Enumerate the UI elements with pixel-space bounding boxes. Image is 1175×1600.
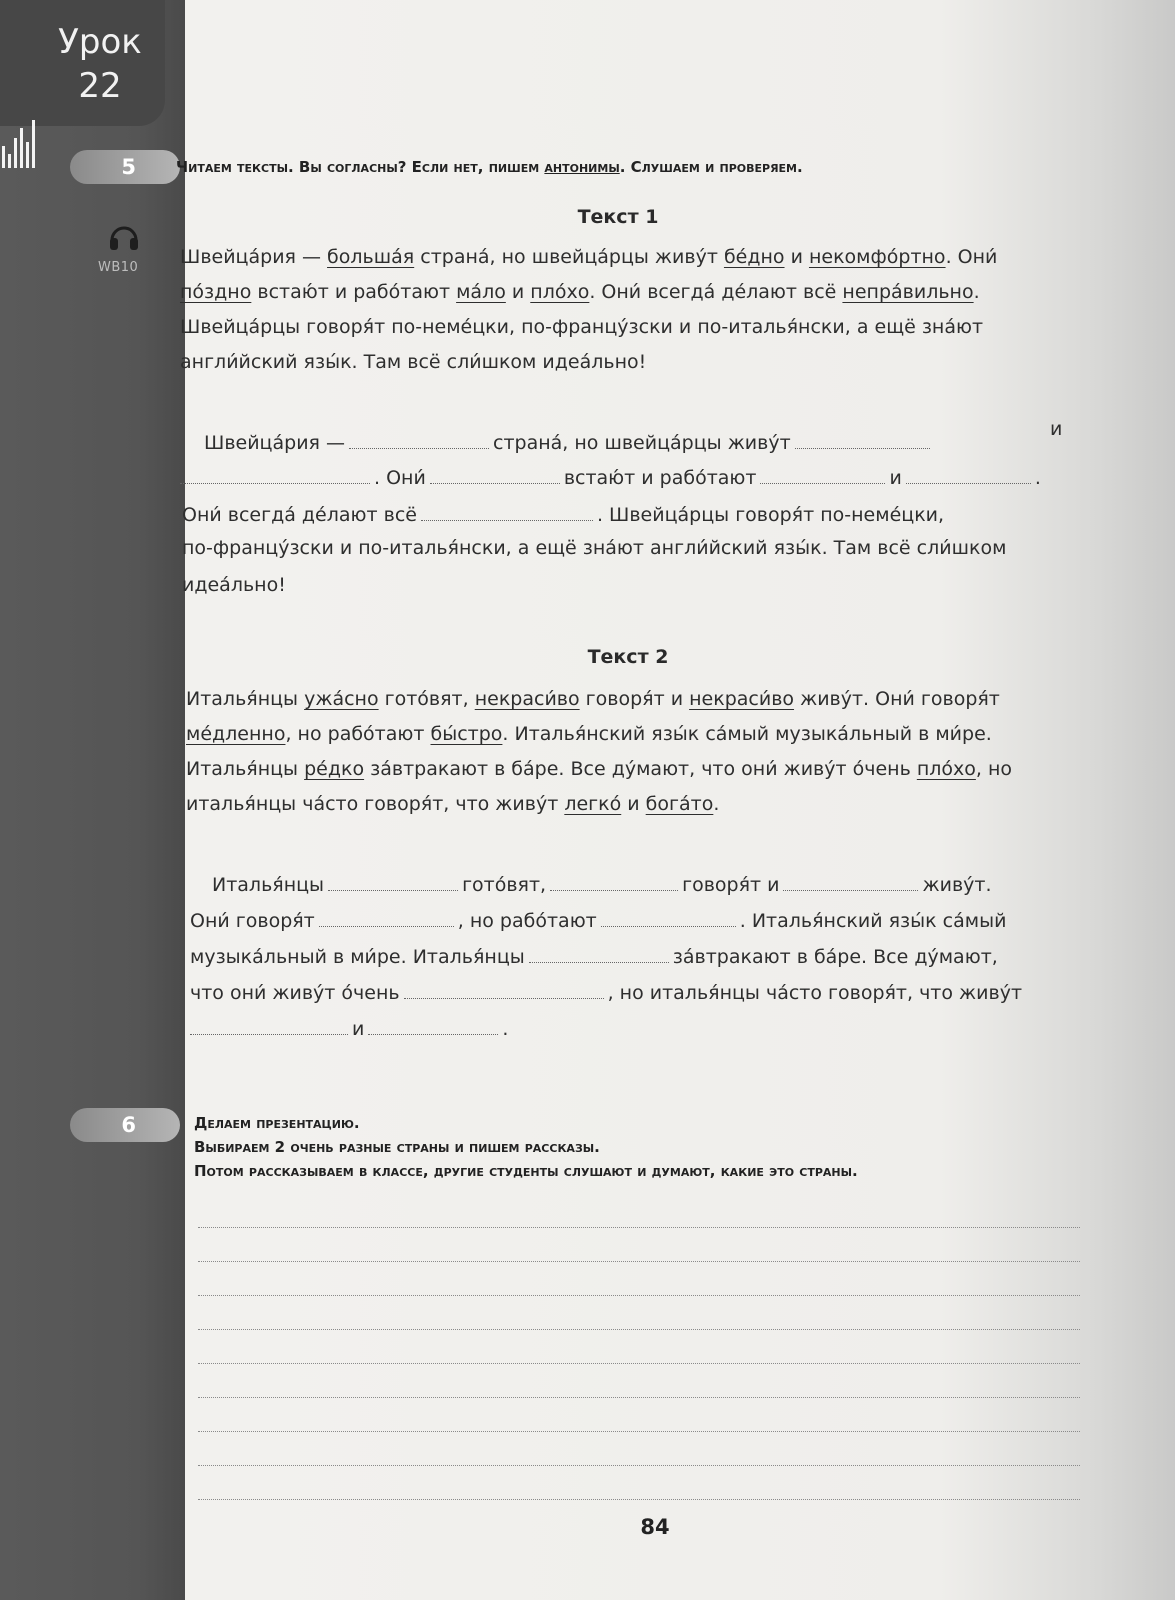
writing-line[interactable] bbox=[198, 1227, 1080, 1228]
exercise-5-number: 5 bbox=[121, 155, 136, 179]
text-1-fill-line-1: Швейца́рия — страна́, но швейца́рцы живу́т bbox=[204, 428, 934, 454]
exercise-6-badge bbox=[70, 1108, 180, 1142]
headphones-icon bbox=[108, 222, 140, 252]
page-number: 84 bbox=[640, 1515, 670, 1539]
text-2-fill-line-1: Италья́нцы гото́вят, говоря́т и живу́т. bbox=[212, 870, 992, 896]
answer-blank[interactable] bbox=[368, 1014, 498, 1035]
writing-line[interactable] bbox=[198, 1431, 1080, 1432]
exercise-5-instruction: Читаем тексты. Вы согласны? Если нет, пишем антонимы. Слушаем и проверяем. bbox=[176, 158, 803, 176]
answer-blank[interactable] bbox=[421, 500, 593, 521]
text-2-fill-line-3: музыка́льный в ми́ре. Италья́нцы за́втракают в ба́ре. Все ду́мают, bbox=[190, 942, 998, 968]
lesson-number: 22 bbox=[78, 66, 122, 106]
exercise-6-number: 6 bbox=[121, 1113, 136, 1137]
lesson-tab bbox=[0, 0, 165, 126]
text-2-fill-line-5: и . bbox=[190, 1014, 508, 1040]
text-2-fill-line-4: что они́ живу́т о́чень , но италья́нцы ча́сто говоря́т, что живу́т bbox=[190, 978, 1022, 1004]
writing-line[interactable] bbox=[198, 1397, 1080, 1398]
answer-blank[interactable] bbox=[906, 463, 1031, 484]
lesson-word: Урок bbox=[58, 22, 142, 62]
answer-blank[interactable] bbox=[760, 463, 885, 484]
writing-line[interactable] bbox=[198, 1261, 1080, 1262]
audio-track-label: WB10 bbox=[98, 260, 139, 275]
text-2-title: Текст 2 bbox=[587, 646, 669, 668]
exercise-5-badge bbox=[70, 150, 180, 184]
exercise-6-line-1: Делаем презентацию. bbox=[194, 1114, 360, 1132]
writing-line[interactable] bbox=[198, 1329, 1080, 1330]
text-1-title: Текст 1 bbox=[577, 206, 659, 228]
exercise-6-line-2: Выбираем 2 очень разные страны и пишем рассказы. bbox=[194, 1138, 600, 1156]
text-2-paragraph: Италья́нцы ужа́сно гото́вят, некраси́во говоря́т и некраси́во живу́т. Они́ говоря́т ме́дленно, но рабо́тают бы́стро. Италья́нский язы́к са́мый музыка́льный в ми́ре. Италья́нцы ре́дко за́втракают в ба́ре. Все ду́мают, что они́ живу́т о́чень пло́хо, но италья́нцы ча́сто говоря́т, что живу́т легко́ и бога́то. bbox=[186, 688, 1013, 815]
answer-blank[interactable] bbox=[601, 906, 736, 927]
left-margin-strip bbox=[0, 0, 185, 1600]
antonyms-link: антонимы bbox=[544, 158, 620, 176]
answer-blank[interactable] bbox=[328, 870, 458, 891]
text-1-fill-line-3: Они́ всегда́ де́лают всё . Швейца́рцы говоря́т по-неме́цки, bbox=[182, 500, 944, 526]
text-2-fill-line-2: Они́ говоря́т , но рабо́тают . Италья́нский язы́к са́мый bbox=[190, 906, 1006, 932]
answer-blank[interactable] bbox=[550, 870, 678, 891]
text-1-paragraph: Швейца́рия — больша́я страна́, но швейца́рцы живу́т бе́дно и некомфо́ртно. Они́ по́здно встаю́т и рабо́тают ма́ло и пло́хо. Они́ всегда́ де́лают всё непра́вильно. Швейца́рцы говоря́т по-неме́цки, по-францу́зски и по-италья́нски, а ещё зна́ют англи́йский язы́к. Там всё сли́шком идеа́льно! bbox=[180, 246, 998, 373]
writing-line[interactable] bbox=[198, 1363, 1080, 1364]
answer-blank[interactable] bbox=[180, 463, 370, 484]
text-1-fill-line-5: идеа́льно! bbox=[182, 574, 286, 596]
answer-blank[interactable] bbox=[349, 428, 489, 449]
answer-blank[interactable] bbox=[190, 1014, 348, 1035]
answer-blank[interactable] bbox=[319, 906, 454, 927]
exercise-6-line-3: Потом рассказываем в классе, другие студенты слушают и думают, какие это страны. bbox=[194, 1162, 858, 1180]
text-1-fill-line-4: по-францу́зски и по-италья́нски, а ещё зна́ют англи́йский язы́к. Там всё сли́шком bbox=[182, 537, 1007, 559]
writing-line[interactable] bbox=[198, 1499, 1080, 1500]
writing-line[interactable] bbox=[198, 1465, 1080, 1466]
answer-blank[interactable] bbox=[430, 463, 560, 484]
writing-line[interactable] bbox=[198, 1295, 1080, 1296]
answer-blank[interactable] bbox=[529, 942, 669, 963]
answer-blank[interactable] bbox=[783, 870, 918, 891]
answer-blank[interactable] bbox=[795, 428, 930, 449]
decorative-bars bbox=[2, 120, 42, 168]
text-1-fill-line-2: . Они́ встаю́т и рабо́тают и . bbox=[180, 463, 1041, 489]
text-1-fill-and: и bbox=[1050, 418, 1063, 440]
answer-blank[interactable] bbox=[404, 978, 604, 999]
